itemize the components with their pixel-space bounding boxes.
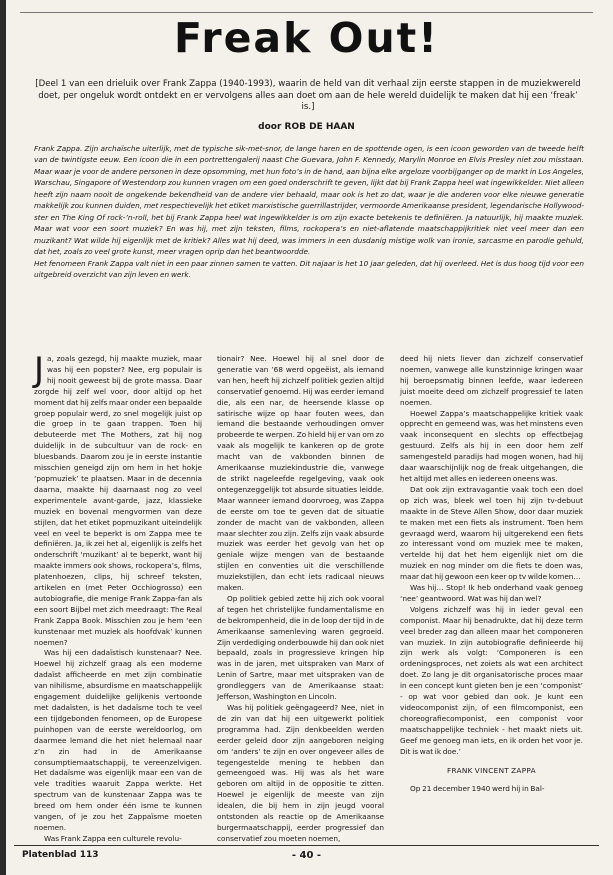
body-paragraph: Was hij een dadaïstisch kunstenaar? Nee. Hoewel hij zichzelf graag als een moderne dadaïst afficheerde en met zijn combinatie van nihilisme, absurdisme en maatschappelijk engagement duidelijke gelijkenis vertoonde met dadaïsten, is het dadaïsme toch te veel een tijdgebonden fenomeen, op de Europese puinhopen van de eerste wereldoorlog, om daarmee lemand die het niet helemaal naar z’n zin had in de Amerikaanse consumptiemaatschappij, te vereenzelvigen. Het dadaïsme was eigenlijk maar een van de vele tradities waaruit Zappa werkte. Het spectrum van de kunstenaar Zappa was te breed om hem onder één isme te kunnen vangen, of je zou het Zappaïsme moeten noemen. xyxy=(34,648,202,832)
body-paragraph: Ja, zoals gezegd, hij maakte muziek, maar was hij een popster? Nee, erg populair is hij nooit geweest bij de grote massa. Daar zorgde hij zelf wel voor, door altijd op het moment dat hij zelfs maar onder een bepaalde groep populair werd, zo snel mogelijk juist op die groep in te gaan trappen. Toen hij debuteerde met The Mothers, zat hij nog duidelijk in de subcultuur van de rock- en bluesbands. Daarom zou je in eerste instantie misschien geneigd zijn om hem in het hokje ‘popmuziek’ te plaatsen. Maar in de decennia daarna, maakte hij daarnaast nog zo veel experimentele avant-garde, jazz, klassieke muziek en bovenal mengvormen van deze stijlen, dat het etiket popmuzikant uiteindelijk veel en veel te beperkt is om Zappa mee te definiëren. Ja, ik zei het al, eigenlijk is zelfs het onderschrift ‘muzikant’ al te beperkt, want hij maakte immers ook shows, rockopera’s, films, platenhoezen, clips, hij schreef teksten, artikelen en (met Peter Occhiogrosso) een autobiografie, die menige Frank Zappa-fan als een soort Bijbel met zich meedraagt: The Real Frank Zappa Book. Misschien zou je hem ‘een kunstenaar met muziek als hoofdvak’ kunnen noemen? xyxy=(34,350,202,647)
section-heading: FRANK VINCENT ZAPPA xyxy=(447,765,536,775)
body-paragraph: Op 21 december 1940 werd hij in Bal- xyxy=(410,784,545,794)
column-1 xyxy=(34,350,202,845)
body-paragraph: Volgens zichzelf was hij in ieder geval een componist. Maar hij benadrukte, dat hij deze term veel breder zag dan alleen maar het componeren van muziek. In zijn autobiografie definieerde hij zijn werk als volgt: ‘Componeren is een ordeningsproces, net zoiets als wat een architect doet. Zo lang je dit organisatorische proces maar in een concept kunt gieten ben je een ‘componist’ - op wat voor gebied dan ook. Je kunt een videocomponist zijn, of een filmcomponist, een choreografiecomponist, een componist voor maatschappelijke techniek - het maakt niets uit. Geef me genoeg man iets, en ik orden het voor je. Dit is wat ik doe.’ xyxy=(400,604,583,756)
page-number: - 40 - xyxy=(291,850,322,861)
article-title: Freak Out! xyxy=(174,14,439,62)
top-rule xyxy=(20,12,593,13)
body-paragraph: Was hij… Stop! Ik heb onderhand vaak genoeg ‘nee’ geantwoord. Wat was hij dan wel? xyxy=(400,583,583,603)
body-paragraph: tionair? Nee. Hoewel hij al snel door de generatie van ’68 werd opgeëist, als iemand van hen, heeft hij zichzelf politiek gezien altijd conservatief genoemd. Hij was eerder iemand die, als een nar, de heersende klasse op satirische wijze op haar fouten wees, dan iemand die bestaande verhoudingen omver probeerde te werpen. Zo hield hij er van om zo vaak als mogelijk te kankeren op de grote macht van de vakbonden binnen de Amerikaanse muziekindustrie die, vanwege de strikt nageleefde regelgeving, vaak ook ontegenzeggelijk tot absurde situaties leidde. Maar wanneer iemand doorvroeg, was Zappa de eerste om toe te geven dat de situatie zonder de macht van de vakbonden, alleen maar slechter zou zijn. Zelfs zijn vaak absurde muziek was eerder het gevolg van het op geniale wijze mengen van de bestaande stijlen en conventies uit die verschillende muziekstijlen, dan echt iets radicaal nieuws maken. xyxy=(217,354,384,593)
lead-paragraph: Frank Zappa. Zijn archaïsche uiterlijk, met de typische sik-met-snor, de lange haren en de spottende ogen, is een icoon geworden van de tweede helft van de twintigste eeuw. Een icoon die in een portrettengalerij naast Che Guevara, John F. Kennedy, Marylin Monroe en Elvis Presley niet zou misstaan. Maar waar je voor de andere personen in deze opsomming, met hun foto’s in de hand, aan bijna elke argeloze voorbijganger op de markt in Los Angeles, Warschau, Singapore of Westendorp zou kunnen vragen om een goed onderschrift te geven, lijkt dat bij Frank Zappa heel wat ingewikkelder. Niet alleen heeft zijn naam nooit de ongekende bekendheid van de andere vier behaald, maar ook is het zo dat, waar je die anderen voor elke nieuwe generatie makkelijk zou kunnen duiden, met respectievelijk het etiket marxistische guerrillastrijder, vermoorde Amerikaanse president, legendarische Hollywood-ster en The King Of rock-’n-roll, het bij Frank Zappa heel wat ingewikkelder is om zijn exacte betekenis te definiëren. Ja natuurlijk, hij maakte muziek. Maar wat voor een soort muziek? En was hij, met zijn teksten, films, rockopera’s en niet-aflatende maatschappijkritiek niet veel meer dan een muzikant? Wat wilde hij eigenlijk met de kritiek? Alles wat hij deed, was immers in een dusdanig mistige wolk van ironie, sarcasme en parodie gehuld, dat het, zoals zo veel grote kunst, meer vragen oprip dan het beantwoordde. xyxy=(34,144,584,257)
lead-paragraph: Het fenomeen Frank Zappa valt niet in een paar zinnen samen te vatten. Dit najaar is het 10 jaar geleden, dat hij overleed. Het is dus hoog tijd voor een uitgebreid overzicht van zijn leven en werk. xyxy=(34,258,584,279)
byline: door ROB DE HAAN xyxy=(258,122,355,132)
body-paragraph: Dat ook zijn extravagantie vaak toch een doel op zich was, bleek wel toen hij zijn tv-debuut maakte in de Steve Allen Show, door daar muziek te maken met een fiets als instrument. Toen hem gevraagd werd, waarom hij uitgerekend een fiets zo interessant vond om muziek mee te maken, vertelde hij dat het hem eigenlijk niet om die muziek en nog minder om die fiets te doen was, maar dat hij gewoon een keer op tv wilde komen… xyxy=(400,484,583,582)
lead-paragraphs xyxy=(34,143,584,280)
body-paragraph: Op politiek gebied zette hij zich ook vooral af tegen het christelijke fundamentalisme en de bekrompenheid, die in de loop der tijd in de Amerikaanse samenleving waren gegroeid. Zijn verdediging onderbouwde hij dan ook niet bepaald, zoals in progressieve kringen hip was in de jaren, met uitspraken van Marx of Lenin of Sartre, maar met uitspraken van de grondleggers van de Amerikaanse staat: Jefferson, Washington en Lincoln. xyxy=(217,593,384,702)
body-paragraph: Was hij politiek geëngageerd? Nee, niet in de zin van dat hij een uitgewerkt politiek programma had. Zijn denkbeelden werden eerder geleid door zijn aangeboren neiging om ‘anders’ te zijn en over ongeveer alles de tegengestelde mening te hebben dan gemeengoed was. Hij was als het ware geboren om altijd in de oppositie te zitten. Hoewel je eigenlijk de meeste van zijn idealen, die bij hem in zijn jeugd vooral ontstonden als reactie op de Amerikaanse burgermaatschappij, eerder progressief dan conservatief zou moeten noemen, xyxy=(217,703,384,843)
column-3 xyxy=(400,354,583,795)
footer-rule xyxy=(14,845,599,846)
article-intro: [Deel 1 van een drieluik over Frank Zappa (1940-1993), waarin de held van dit verhaal zijn eerste stappen in de muziekwereld doet, per ongeluk wordt ontdekt en er vervolgens alles aan doet om aan de hele wereld duidelijk te maken dat hij een ‘freak’ is.] xyxy=(35,79,581,112)
column-2 xyxy=(217,354,384,845)
magazine-name: Platenblad 113 xyxy=(22,850,99,860)
body-paragraph: deed hij niets liever dan zichzelf conservatief noemen, vanwege alle kunstzinnige kringen waar hij beroepsmatig binnen leefde, waar iedereen juist moeite deed om zichzelf progressief te laten noemen. xyxy=(400,354,583,407)
drop-cap: J xyxy=(34,350,45,390)
body-paragraph: Hoewel Zappa’s maatschappelijke kritiek vaak opprecht en gemeend was, was het minstens even vaak inconsequent en slechts op effectbejag gestuurd. Zelfs als hij in een door hem zelf samengesteld paradijs had mogen wonen, had hij daar waarschijnlijk nog de freak uitgehangen, die het altijd met alles en iedereen oneens was. xyxy=(400,408,583,483)
body-paragraph: Was Frank Zappa een culturele revolu- xyxy=(44,833,182,843)
